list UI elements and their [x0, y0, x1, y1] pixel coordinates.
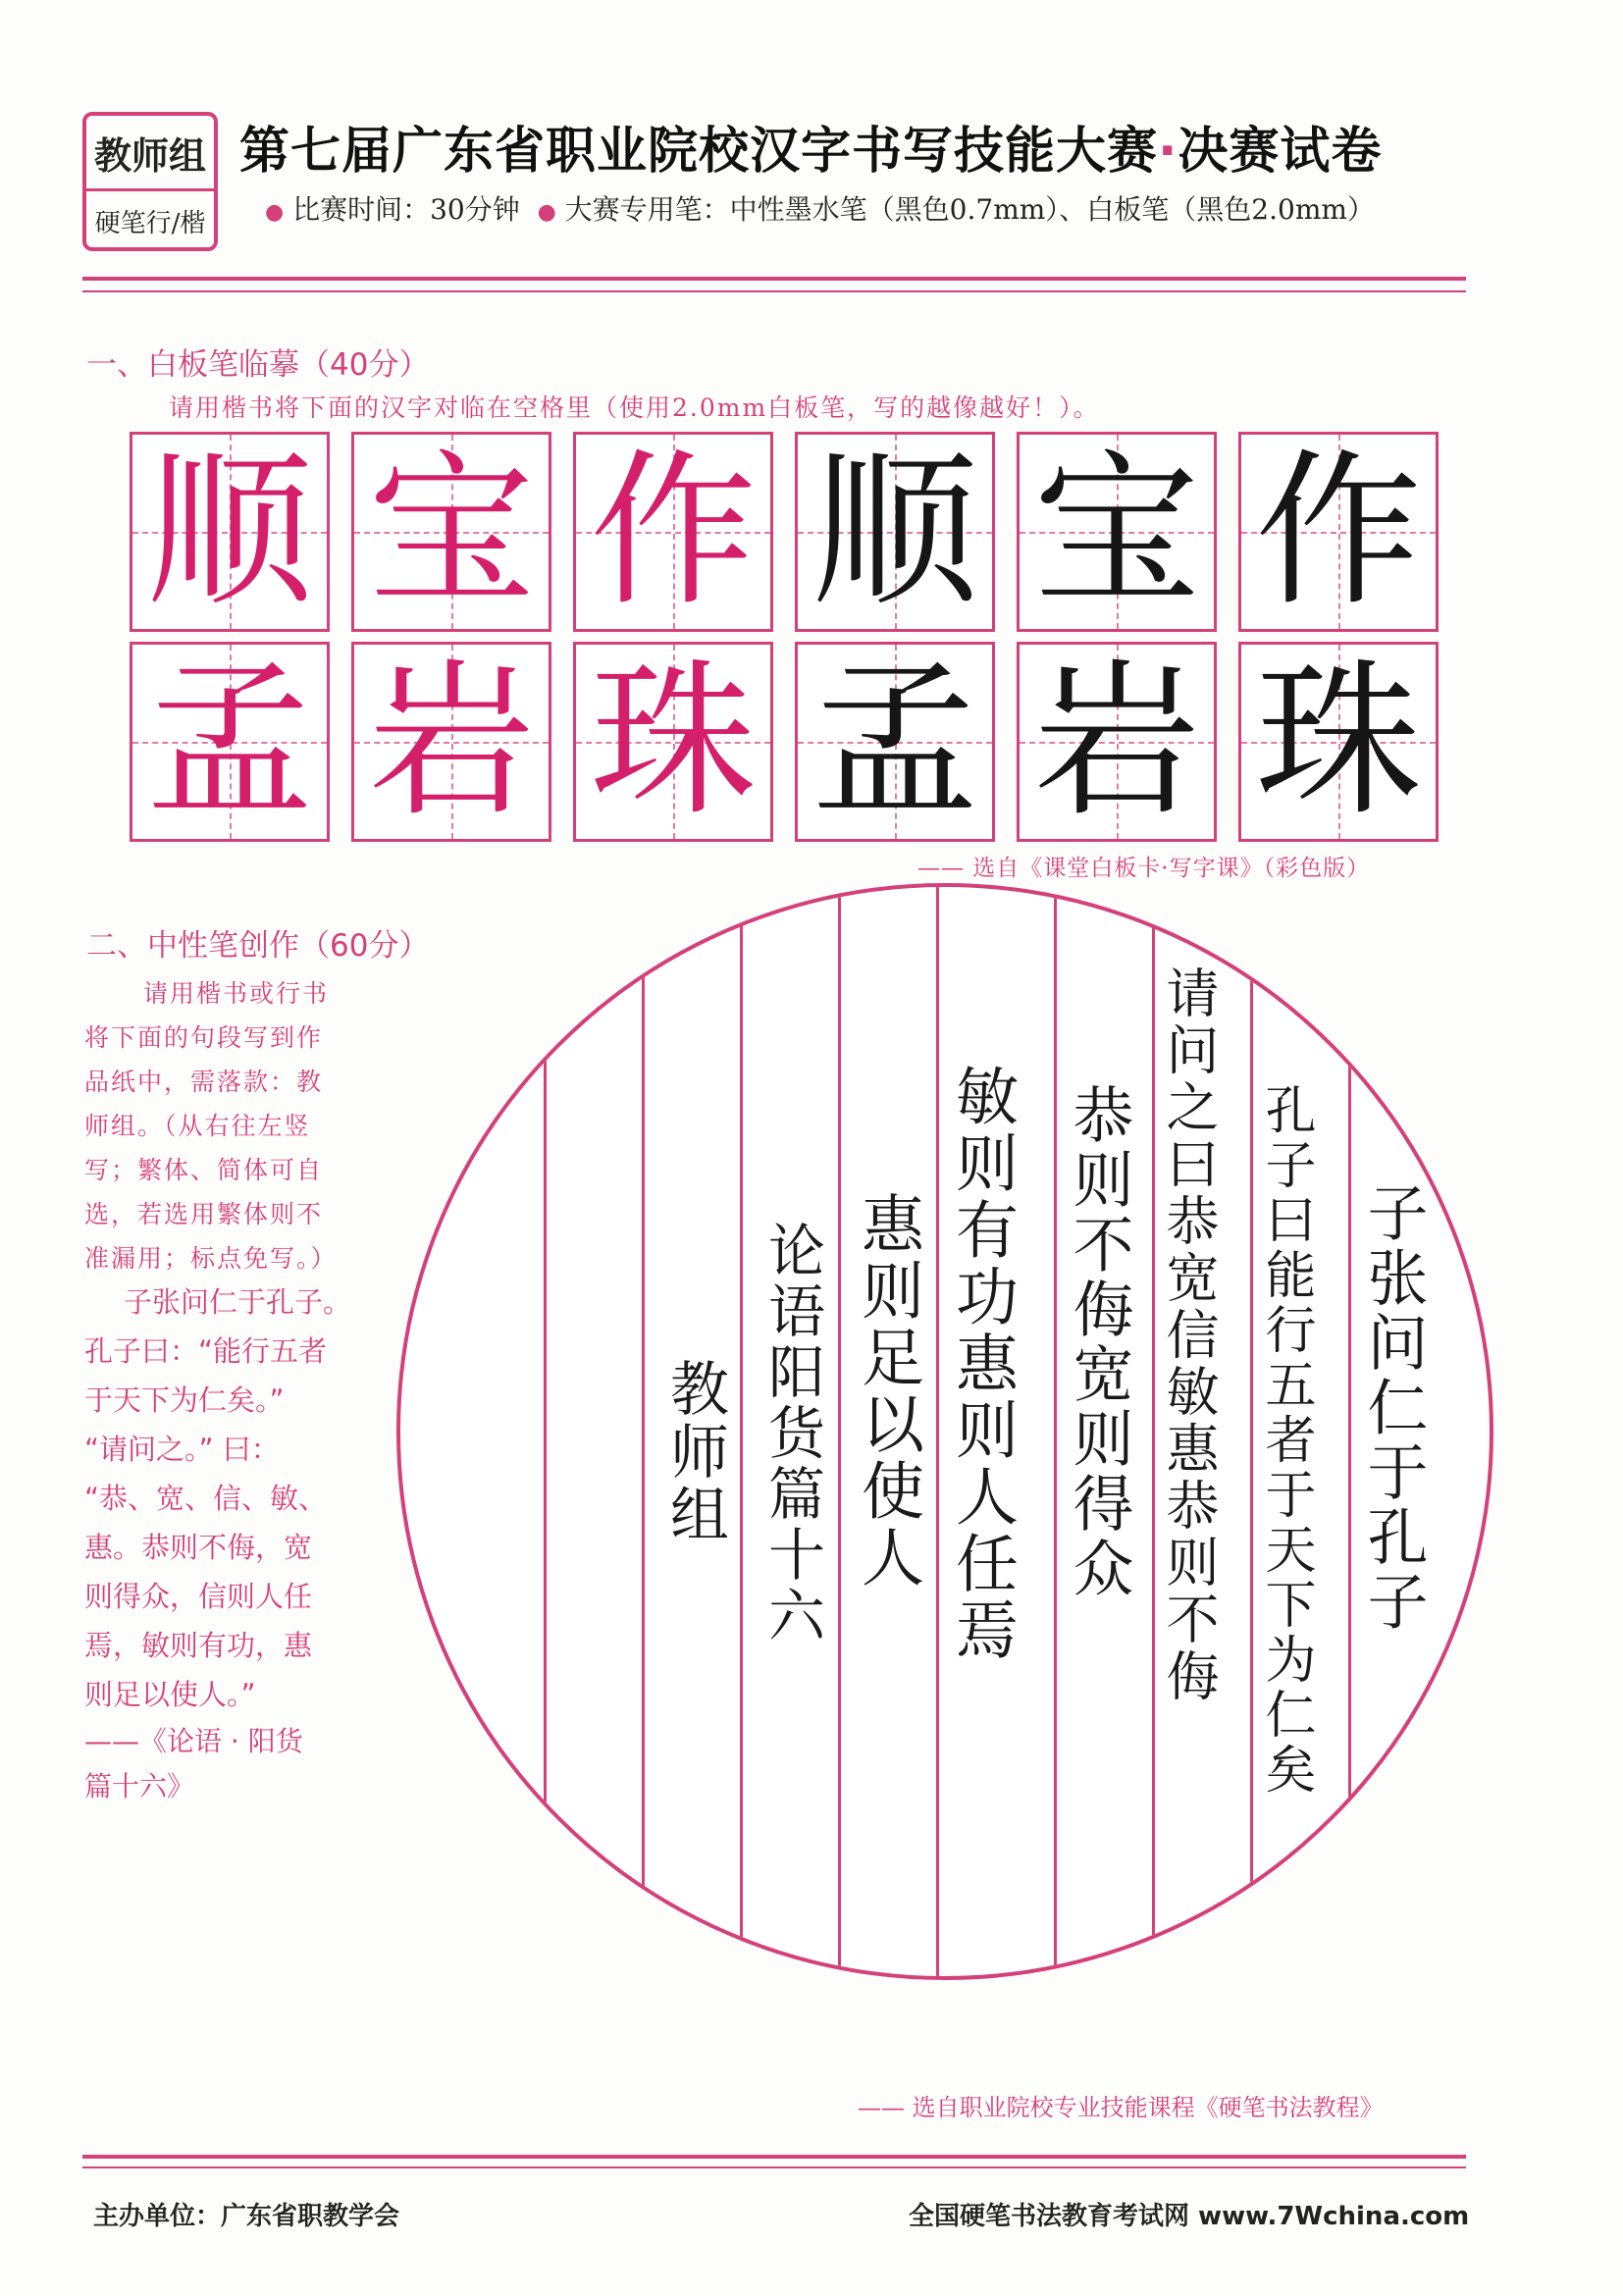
copy-cell[interactable] [1238, 432, 1439, 632]
model-char: 顺 [145, 435, 313, 629]
instruction-line: 品纸中，需落款：教 [84, 1068, 324, 1096]
section2-title: 二、中性笔创作（60分） [86, 928, 430, 964]
column-rule [642, 887, 645, 1976]
page-title [239, 110, 1382, 183]
circular-work-paper [396, 883, 1493, 1980]
copy-char: 珠 [1254, 645, 1422, 839]
passage-source [84, 1719, 379, 1809]
column-rule [740, 887, 743, 1976]
passage-line: “恭、宽、信、敏、 [84, 1482, 328, 1515]
model-char: 作 [589, 435, 757, 629]
instruction-line: 准漏用；标点免写。） [84, 1244, 338, 1273]
signature-column: 教师组 [660, 1358, 729, 1546]
model-char: 宝 [367, 435, 535, 629]
copy-cell[interactable] [795, 642, 995, 842]
source-passage [84, 1278, 379, 1719]
model-char: 珠 [589, 645, 757, 839]
header-divider [82, 277, 1466, 281]
instruction-line: 将下面的句段写到作 [84, 1023, 324, 1052]
column-rule [838, 887, 841, 1976]
instruction-line: 请用楷书或行书 [143, 979, 330, 1008]
title-dot: · [1158, 123, 1178, 181]
copy-cell[interactable] [1017, 432, 1217, 632]
passage-line: “请问之。” 曰： [84, 1433, 280, 1466]
copy-char: 孟 [811, 645, 978, 839]
passage-line: 则得众，信则人任 [84, 1580, 313, 1613]
section2-source: —— 选自职业院校专业技能课程《硬笔书法教程》 [858, 2094, 1384, 2121]
work-column: 恭则不侮宽则得众 [1063, 1083, 1134, 1601]
section2-instruction [84, 971, 379, 1280]
work-column: 请问之曰恭宽信敏惠恭则不侮 [1158, 965, 1220, 1705]
model-cell [573, 642, 773, 842]
copy-cell[interactable] [1017, 642, 1217, 842]
passage-source-line: ——《论语 · 阳货 [84, 1725, 303, 1757]
passage-line: 于天下为仁矣。” [84, 1383, 285, 1417]
title-main: 第七届广东省职业院校汉字书写技能大赛 [239, 123, 1159, 181]
bullet-icon: ● [537, 200, 556, 225]
footer-divider [82, 2155, 1466, 2159]
passage-line: 焉，敏则有功，惠 [84, 1629, 313, 1662]
exam-info [265, 188, 1375, 228]
badge-group-label: 教师组 [86, 116, 214, 191]
model-cell [130, 642, 330, 842]
work-column: 论语阳货篇十六 [759, 1221, 825, 1646]
section1-instruction: 请用楷书将下面的汉字对临在空格里（使用2.0mm白板笔，写的越像越好！）。 [169, 393, 1100, 422]
model-cell [351, 642, 551, 842]
model-cell [351, 432, 551, 632]
copy-char: 作 [1254, 435, 1422, 629]
instruction-line: 师组。（从右往左竖 [84, 1112, 311, 1140]
organizer: 主办单位：广东省职教学会 [93, 2202, 400, 2231]
website[interactable]: 全国硬笔书法教育考试网 www.7Wchina.com [909, 2202, 1470, 2231]
badge-style-label: 硬笔行/楷 [94, 208, 206, 238]
passage-line: 则足以使人。” [84, 1678, 256, 1711]
bullet-icon: ● [265, 200, 285, 225]
instruction-line: 写；繁体、简体可自 [84, 1156, 324, 1184]
section1-title: 一、白板笔临摹（40分） [86, 347, 430, 383]
header-divider-thin [82, 290, 1466, 292]
work-column: 子张问仁于孔子 [1357, 1181, 1429, 1635]
exam-pens: 大赛专用笔：中性墨水笔（黑色0.7mm）、白板笔（黑色2.0mm） [564, 193, 1375, 226]
section1-source: —— 选自《课堂白板卡·写字课》（彩色版） [917, 856, 1371, 881]
passage-line: 孔子曰：“能行五者 [84, 1334, 328, 1368]
model-cell [573, 432, 773, 632]
column-rule [1054, 887, 1057, 1976]
model-cell [130, 432, 330, 632]
column-rule [936, 887, 939, 1976]
instruction-line: 选，若选用繁体则不 [84, 1200, 324, 1228]
column-rule [1250, 887, 1253, 1976]
work-column: 敏则有功惠则人任焉 [945, 1064, 1018, 1664]
copy-cell[interactable] [795, 432, 995, 632]
passage-source-line: 篇十六》 [84, 1770, 195, 1802]
title-suffix: 决赛试卷 [1178, 123, 1383, 181]
work-column: 孔子曰能行五者于天下为仁矣 [1256, 1083, 1315, 1798]
copy-char: 顺 [811, 435, 978, 629]
group-badge [82, 112, 218, 251]
model-char: 岩 [367, 645, 535, 839]
column-rule [1152, 887, 1155, 1976]
copy-cell[interactable] [1238, 642, 1439, 842]
work-column: 惠则足以使人 [851, 1191, 923, 1592]
column-rule [544, 887, 547, 1976]
copy-char: 宝 [1032, 435, 1200, 629]
passage-line: 惠。恭则不侮，宽 [84, 1531, 313, 1564]
model-char: 孟 [145, 645, 313, 839]
copy-char: 岩 [1032, 645, 1200, 839]
passage-line: 子张问仁于孔子。 [124, 1285, 352, 1319]
exam-time: 比赛时间：30分钟 [292, 193, 520, 226]
footer-divider-thin [82, 2166, 1466, 2168]
column-rule [1348, 887, 1351, 1976]
